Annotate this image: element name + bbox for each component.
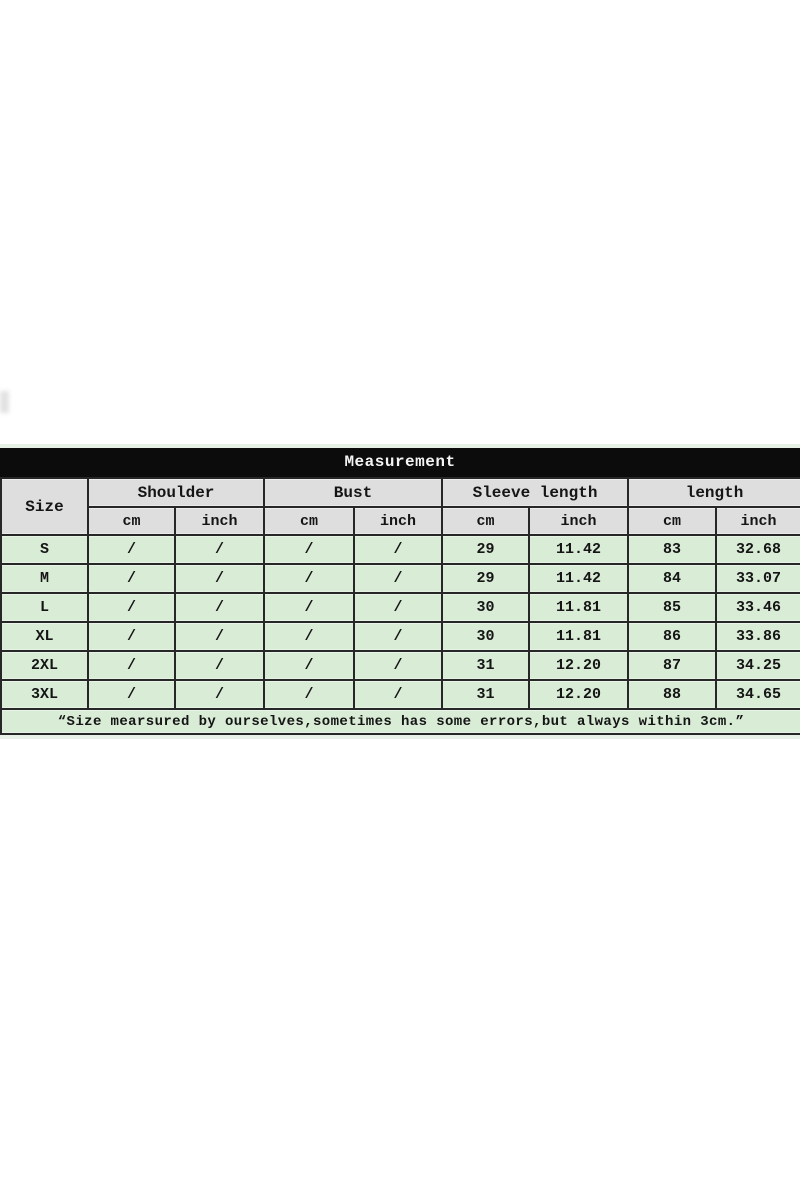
table-cell: / [88,564,175,593]
unit-header-inch: inch [354,507,442,535]
table-cell: / [88,622,175,651]
table-cell: / [354,651,442,680]
size-label: 3XL [1,680,88,709]
table-cell: 88 [628,680,716,709]
table-cell: / [175,593,264,622]
size-chart-table [0,477,800,735]
size-label: S [1,535,88,564]
table-cell: 33.07 [716,564,800,593]
unit-header-inch: inch [175,507,264,535]
table-row-xl [1,622,800,651]
table-cell: / [354,564,442,593]
table-cell: / [264,564,354,593]
column-header-bust: Bust [264,478,442,507]
unit-header-cm: cm [88,507,175,535]
table-cell: 33.46 [716,593,800,622]
units-header-row [1,507,800,535]
table-cell: / [264,535,354,564]
table-row-m [1,564,800,593]
table-cell: 84 [628,564,716,593]
table-cell: / [175,680,264,709]
table-title: Measurement [0,448,800,477]
unit-header-cm: cm [442,507,529,535]
table-cell: 30 [442,593,529,622]
table-cell: / [264,680,354,709]
table-cell: / [354,593,442,622]
table-row-3xl [1,680,800,709]
corner-header-size: Size [1,478,88,535]
table-cell: / [88,651,175,680]
table-cell: / [264,622,354,651]
column-header-shoulder: Shoulder [88,478,264,507]
table-row-s [1,535,800,564]
table-cell: / [175,622,264,651]
measurement-disclaimer-note: “Size mearsured by ourselves,sometimes has some errors,but always within 3cm.” [1,709,800,734]
table-cell: / [354,622,442,651]
size-label: XL [1,622,88,651]
table-cell: / [175,535,264,564]
column-header-length: length [628,478,800,507]
table-cell: 86 [628,622,716,651]
table-cell: / [88,535,175,564]
table-cell: / [175,651,264,680]
table-cell: 32.68 [716,535,800,564]
table-cell: / [264,593,354,622]
table-cell: 29 [442,535,529,564]
table-cell: 31 [442,680,529,709]
size-label: 2XL [1,651,88,680]
unit-header-inch: inch [529,507,628,535]
table-cell: 85 [628,593,716,622]
table-cell: 83 [628,535,716,564]
unit-header-cm: cm [264,507,354,535]
table-cell: 11.81 [529,622,628,651]
table-cell: 11.42 [529,564,628,593]
table-cell: 12.20 [529,680,628,709]
note-row [1,709,800,734]
table-cell: 33.86 [716,622,800,651]
table-cell: 87 [628,651,716,680]
table-cell: 30 [442,622,529,651]
unit-header-inch: inch [716,507,800,535]
table-cell: / [88,593,175,622]
unit-header-cm: cm [628,507,716,535]
table-cell: / [354,680,442,709]
table-row-2xl [1,651,800,680]
size-label: M [1,564,88,593]
table-cell: 34.25 [716,651,800,680]
table-cell: 31 [442,651,529,680]
table-cell: / [88,680,175,709]
measurement-panel [0,444,800,739]
photo-artifact-smudge [0,391,9,413]
size-label: L [1,593,88,622]
table-cell: 34.65 [716,680,800,709]
table-cell: / [264,651,354,680]
table-row-l [1,593,800,622]
column-header-sleeve-length: Sleeve length [442,478,628,507]
table-cell: 12.20 [529,651,628,680]
table-cell: 29 [442,564,529,593]
table-cell: / [175,564,264,593]
table-cell: / [354,535,442,564]
group-header-row [1,478,800,507]
table-cell: 11.42 [529,535,628,564]
table-cell: 11.81 [529,593,628,622]
